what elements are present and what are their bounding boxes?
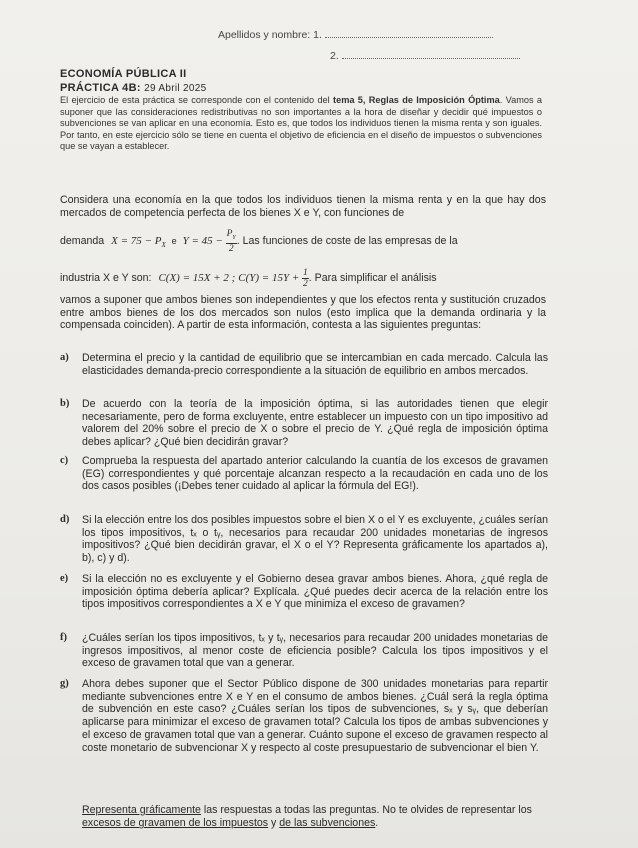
question-b bbox=[60, 398, 548, 449]
question-label: a) bbox=[60, 352, 69, 363]
question-c bbox=[60, 455, 548, 493]
cost-y-den: 2 bbox=[303, 279, 308, 289]
demand-tail: . Las funciones de coste de las empresas de la bbox=[236, 234, 458, 247]
demand-y-text: Y = 45 − bbox=[182, 234, 223, 247]
practice-label: PRÁCTICA 4B: bbox=[60, 82, 141, 94]
question-text: ¿Cuáles serían los tipos impositivos, tₓ y tᵧ, necesarios para recaudar 200 unidades monetarias de ingresos impositivos, al menor coste de eficiencia posible? Calcula los tipos impositivos y el exceso de gravamen total que van a generar. bbox=[82, 632, 548, 670]
question-a bbox=[60, 352, 548, 377]
question-f bbox=[60, 632, 548, 670]
question-g bbox=[60, 678, 548, 754]
name-label-2: 2. bbox=[330, 50, 339, 62]
demand-y-num-sub: Y bbox=[232, 234, 236, 241]
question-text: Ahora debes suponer que el Sector Público dispone de 300 unidades monetarias para repartir mediante subvenciones entre X e Y en el consumo de ambos bienes. ¿Cuál será la regla óptima de subvención en este caso? ¿Cuáles serían los tipos de subvenciones, sₓ y sᵧ, que deberían aplicarse para minimizar el exceso de gravamen total? Calcula los tipos de ambas subvenciones y el exceso de gravamen total que van a generar. Cuánto supone el exceso de gravamen respecto al coste monetario de subvencionar X y respecto al coste presupuestario de subvencionar el bien Y. bbox=[82, 678, 548, 754]
demand-y-fraction bbox=[226, 229, 237, 254]
question-label: f) bbox=[60, 632, 67, 643]
question-label: e) bbox=[60, 573, 69, 584]
question-label: g) bbox=[60, 678, 69, 689]
intro-topic: tema 5, Reglas de Imposición Óptima bbox=[333, 95, 500, 105]
demand-x-equation bbox=[111, 234, 166, 250]
final-text-3: . bbox=[375, 817, 379, 830]
demand-x-text: X = 75 − P bbox=[111, 234, 162, 247]
question-text: Determina el precio y la cantidad de equilibrio que se intercambian en cada mercado. Calcula las elasticidades demanda-precio correspondiente a la situación de equilibrio en ambos mercados. bbox=[82, 352, 548, 377]
name-field-2 bbox=[330, 49, 520, 62]
demand-line bbox=[60, 229, 546, 254]
question-label: d) bbox=[60, 514, 70, 525]
final-underline-2: excesos de gravamen de los impuestos bbox=[82, 817, 269, 830]
intro-text-1: El ejercicio de esta práctica se corresponde con el contenido del bbox=[60, 95, 334, 105]
final-instruction bbox=[82, 804, 548, 831]
name-blank-2 bbox=[342, 49, 520, 59]
intro-paragraph bbox=[60, 95, 542, 153]
final-text-1: las respuestas a todas las preguntas. No te olvides de representar los bbox=[200, 804, 532, 816]
question-label: b) bbox=[60, 398, 70, 409]
question-text: Comprueba la respuesta del apartado anterior calculando la cuantía de los excesos de gravamen (EG) correspondientes y qué porcentaje alcanzan respecto a la recaudación en cada uno de los dos casos posibles (¡Debes tener cuidado al aplicar la fórmula del EG!). bbox=[82, 455, 548, 493]
statement-intro: Considera una economía en la que todos los individuos tienen la misma renta y en la que hay dos mercados de competencia perfecta de los bienes X e Y, con funciones de bbox=[60, 194, 546, 220]
demand-lead: demanda bbox=[60, 234, 105, 247]
final-text-2: y bbox=[268, 817, 280, 830]
cost-line bbox=[60, 268, 546, 289]
cost-y-fraction bbox=[302, 268, 309, 289]
question-d bbox=[60, 514, 548, 565]
course-title: ECONOMÍA PÚBLICA II bbox=[60, 68, 187, 80]
demand-y-equation bbox=[182, 229, 237, 254]
cost-y-equation bbox=[238, 268, 309, 289]
cost-y-num: 1 bbox=[303, 268, 308, 278]
cost-lead: industria X e Y son: bbox=[60, 272, 152, 285]
name-blank-1 bbox=[325, 28, 493, 38]
demand-x-sub: X bbox=[161, 241, 166, 250]
question-e bbox=[60, 573, 548, 611]
name-field bbox=[218, 28, 493, 41]
question-text: Si la elección no es excluyente y el Gobierno desea gravar ambos bienes. Ahora, ¿qué regla de imposición óptima debería aplicar? Explícala. ¿Qué puedes decir acerca de la relación entre los tipos impositivos correspondientes a X e Y que minimiza el exceso de gravamen? bbox=[82, 573, 548, 611]
statement-assumptions: vamos a suponer que ambos bienes son independientes y que los efectos renta y sustitución cruzados entre ambos bienes de los dos mercados son nulos (esto implica que la demanda ordinaria y la compensada coinciden). A partir de esta información, contesta a las siguientes preguntas: bbox=[60, 294, 546, 332]
demand-y-den: 2 bbox=[228, 243, 234, 254]
cost-tail: . Para simplificar el análisis bbox=[308, 272, 437, 285]
practice-heading bbox=[60, 82, 206, 94]
practice-date: 29 Abril 2025 bbox=[144, 83, 207, 94]
question-text: Si la elección entre los dos posibles impuestos sobre el bien X o el Y es excluyente, ¿cuáles serían los tipos impositivos, tₓ o tᵧ, necesarios para recaudar 200 unidades monetarias de ingresos impositivos? ¿Qué bien decidirán gravar, el X o el Y? Representa gráficamente los apartados a), b), c) y d). bbox=[82, 514, 548, 565]
name-label: Apellidos y nombre: 1. bbox=[218, 29, 322, 41]
final-underline-1: Representa gráficamente bbox=[82, 804, 201, 816]
question-label: c) bbox=[60, 455, 69, 466]
final-underline-3: de las subvenciones bbox=[279, 817, 376, 830]
intro-text-2: . Vamos a suponer que las consideraciones redistributivas no son importantes a la hora de diseñar y decidir qué impuestos o subvenciones se van aplicar en una economía. Esto es, que todos los individuos tienen la misma renta y son iguales. Por tanto, en este ejercicio sólo se tiene en cuenta el objetivo de eficiencia en el diseño de impuestos o subvenciones que se vayan a establecer. bbox=[60, 95, 542, 152]
question-text: De acuerdo con la teoría de la imposición óptima, si las autoridades tienen que elegir necesariamente, pero de forma excluyente, entre establecer un impuesto con un tipo impositivo ad valorem del 20% sobre el precio de X o sobre el precio de Y. ¿Qué regla de imposición óptima debes aplicar? ¿Qué bien decidirán gravar? bbox=[82, 398, 548, 449]
cost-x-equation: C(X) = 15X + 2 ; bbox=[158, 272, 236, 285]
demand-and: e bbox=[171, 235, 177, 246]
demand-y-num: P bbox=[226, 229, 233, 239]
cost-y-text: C(Y) = 15Y + bbox=[238, 272, 300, 285]
